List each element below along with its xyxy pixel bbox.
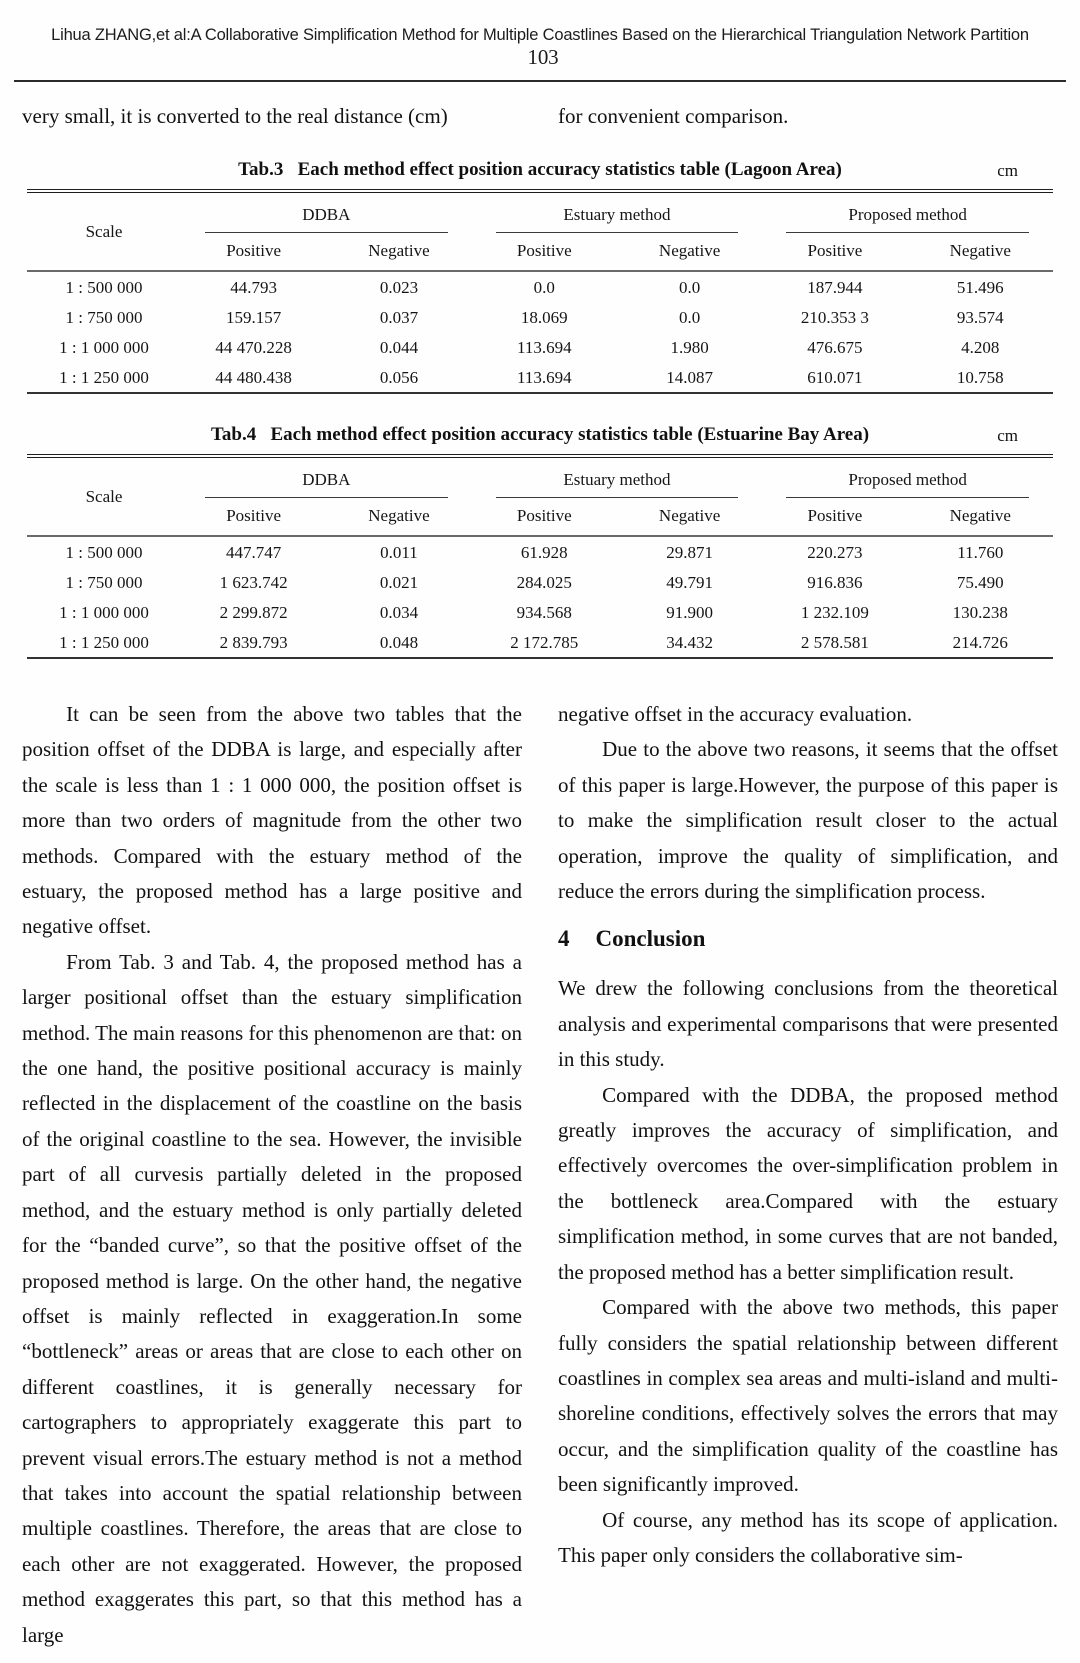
value-cell: 0.0 [533,277,555,297]
tab4-group-ddba: DDBA [181,456,472,498]
value-cell: 61.928 [520,542,568,562]
value-cell: 2 578.581 [800,632,869,652]
tab4-subheader: Positive [807,506,863,525]
value-cell: 44 470.228 [215,337,292,357]
tab4-unit: cm [997,426,1018,445]
tab3-caption-label: Tab.3 [238,159,284,180]
scale-cell: 1 : 1 250 000 [59,367,149,387]
value-cell: 44 480.438 [215,367,292,387]
scale-cell: 1 : 1 000 000 [59,602,149,622]
intro-left-text: very small, it is converted to the real distance (cm) [22,104,448,128]
left-column [22,697,522,1663]
value-cell: 130.238 [952,602,1008,622]
scale-cell: 1 : 750 000 [65,572,143,592]
value-cell: 10.758 [956,367,1004,387]
value-cell: 49.791 [666,572,713,592]
value-cell: 2 172.785 [510,632,579,652]
tab3-group-header-row [27,191,1053,233]
value-cell: 0.048 [379,632,419,652]
running-head-text: Lihua ZHANG,et al:A Collaborative Simplification Method for Multiple Coastlines Based on the Hierarchical Triangulation Network Partition [51,26,1029,44]
tab4-subheader: Negative [368,506,430,525]
scale-cell: 1 : 750 000 [65,307,143,327]
value-cell: 1 623.742 [219,572,288,592]
paragraph: We drew the following conclusions from the theoretical analysis and experimental comparisons that were presented in this study. [558,976,1058,1072]
value-cell: 916.836 [807,572,863,592]
value-cell: 0.056 [379,367,419,387]
paragraph: Due to the above two reasons, it seems that the offset of this paper is large.However, the purpose of this paper is to make the simplification result closer to the actual operation, improve the quality of simplification, and reduce the errors during the simplification process. [558,737,1058,904]
section-number: 4 [558,926,570,952]
value-cell: 284.025 [516,572,572,592]
value-cell: 113.694 [516,337,572,357]
value-cell: 75.490 [956,572,1004,592]
value-cell: 0.011 [380,542,418,562]
tab4-subheader: Positive [516,506,572,525]
running-head [14,0,1066,82]
scale-cell: 1 : 1 000 000 [59,337,149,357]
value-cell: 1 232.109 [800,602,869,622]
table-row [27,332,1053,362]
value-cell: 0.0 [678,307,701,327]
page-number: 103 [527,45,559,69]
value-cell: 18.069 [520,307,568,327]
paragraph: negative offset in the accuracy evaluation. [558,702,913,726]
table-row [27,271,1053,302]
table-row [27,362,1053,393]
tab3-group-proposed: Proposed method [762,191,1053,233]
tab4-caption-text: Each method effect position accuracy statistics table (Estuarine Bay Area) [270,424,870,445]
tab4-subheader: Negative [658,506,721,525]
tab4-group-header-row [27,456,1053,498]
value-cell: 0.037 [379,307,419,327]
value-cell: 447.747 [225,542,282,562]
value-cell: 34.432 [666,632,713,652]
value-cell: 0.034 [379,602,419,622]
table-row [27,567,1053,597]
value-cell: 0.0 [678,277,701,297]
tab3-subheader: Positive [807,241,863,260]
tab3-subheader: Negative [658,241,721,260]
tab3-group-ddba: DDBA [181,191,472,233]
value-cell: 113.694 [516,367,572,387]
value-cell: 610.071 [807,367,863,387]
value-cell: 4.208 [961,337,1000,357]
tab3-group-estuary: Estuary method [472,191,763,233]
value-cell: 2 839.793 [219,632,288,652]
value-cell: 220.273 [807,542,863,562]
section-title: Conclusion [595,926,706,952]
value-cell: 476.675 [807,337,863,357]
tab4-group-proposed: Proposed method [762,456,1053,498]
table-row [27,597,1053,627]
tab4-table [27,454,1053,659]
tab3-caption [26,159,1054,181]
value-cell: 1.980 [670,337,709,357]
value-cell: 214.726 [952,632,1008,652]
intro-right-text: for convenient comparison. [558,104,789,128]
right-column [558,697,1058,1663]
tab3-subheader: Positive [516,241,572,260]
value-cell: 11.760 [957,542,1004,562]
value-cell: 93.574 [956,307,1004,327]
value-cell: 29.871 [666,542,713,562]
tab4-subheader: Positive [226,506,282,525]
table-row [27,536,1053,567]
value-cell: 0.023 [379,277,419,297]
tab3-sub-header-row [27,233,1053,271]
scale-cell: 1 : 1 250 000 [59,632,149,652]
table-row [27,302,1053,332]
value-cell: 14.087 [666,367,713,387]
table-row [27,627,1053,658]
section-heading [558,923,1058,955]
value-cell: 210.353 3 [800,307,869,327]
paragraph: Of course, any method has its scope of application. This paper only considers the collaborative sim- [558,1507,1058,1567]
value-cell: 2 299.872 [219,602,288,622]
value-cell: 187.944 [807,277,863,297]
tab4-caption [26,424,1054,446]
intro-line [0,82,1080,129]
paragraph: Compared with the DDBA, the proposed method greatly improves the accuracy of simplification, and effectively overcomes the over-simplification problem in the bottleneck area.Compared with the estuary simplification method, in some curves that are not banded, the proposed method has a better simplification result. [558,1082,1058,1284]
tab4-caption-label: Tab.4 [210,424,257,445]
scale-cell: 1 : 500 000 [65,277,143,297]
value-cell: 91.900 [666,602,713,622]
tab3-subheader: Negative [368,241,430,260]
value-cell: 51.496 [956,277,1004,297]
tab3-subheader: Negative [949,241,1011,260]
tab3-table [27,189,1053,394]
tab4-subheader: Negative [949,506,1011,525]
scale-cell: 1 : 500 000 [65,542,143,562]
body-columns [0,659,1080,1663]
tab3-unit: cm [997,161,1018,180]
value-cell: 0.044 [379,337,419,357]
tab4-scale-header: Scale [85,486,123,506]
tab4-sub-header-row [27,498,1053,536]
tab3-subheader: Positive [226,241,282,260]
value-cell: 0.021 [379,572,419,592]
value-cell: 44.793 [230,277,277,297]
paragraph: It can be seen from the above two tables that the position offset of the DDBA is large, and especially after the scale is less than 1 : 1 000 000, the position offset is more than two orders of magnitude from the other two methods. Compared with the estuary method of the estuary, the proposed method has a large positive and negative offset. [22,702,522,939]
value-cell: 159.157 [225,307,282,327]
paragraph: From Tab. 3 and Tab. 4, the proposed method has a larger positional offset than the estuary simplification method. The main reasons for this phenomenon are that: on the one hand, the positive positional accuracy is mainly reflected in the displacement of the coastline on the basis of the original coastline to the sea. However, the invisible part of all curvesis partially deleted in the proposed method, and the estuary method is only partially deleted for the “banded curve”, so that the positive offset of the proposed method is large. On the other hand, the negative offset is mainly reflected in exaggeration.In some “bottleneck” areas or areas that are close to each other on different coastlines, it is generally necessary for cartographers to appropriately exaggerate this part to prevent visual errors.The estuary method is not a method that takes into account the spatial relationship between multiple coastlines. Therefore, the areas that are close to each other are not exaggerated. However, the proposed method exaggerates this part, so that this method has a large [22,949,522,1647]
paragraph: Compared with the above two methods, this paper fully considers the spatial relationship between different coastlines in complex sea areas and multi-island and multi-shoreline conditions, effectively solves the errors that may occur, and the simplification quality of the coastline has been significantly improved. [558,1295,1058,1497]
tab4-group-estuary: Estuary method [472,456,763,498]
value-cell: 934.568 [516,602,572,622]
tab3-caption-text: Each method effect position accuracy statistics table (Lagoon Area) [297,159,842,180]
tab3-scale-header: Scale [85,221,123,241]
